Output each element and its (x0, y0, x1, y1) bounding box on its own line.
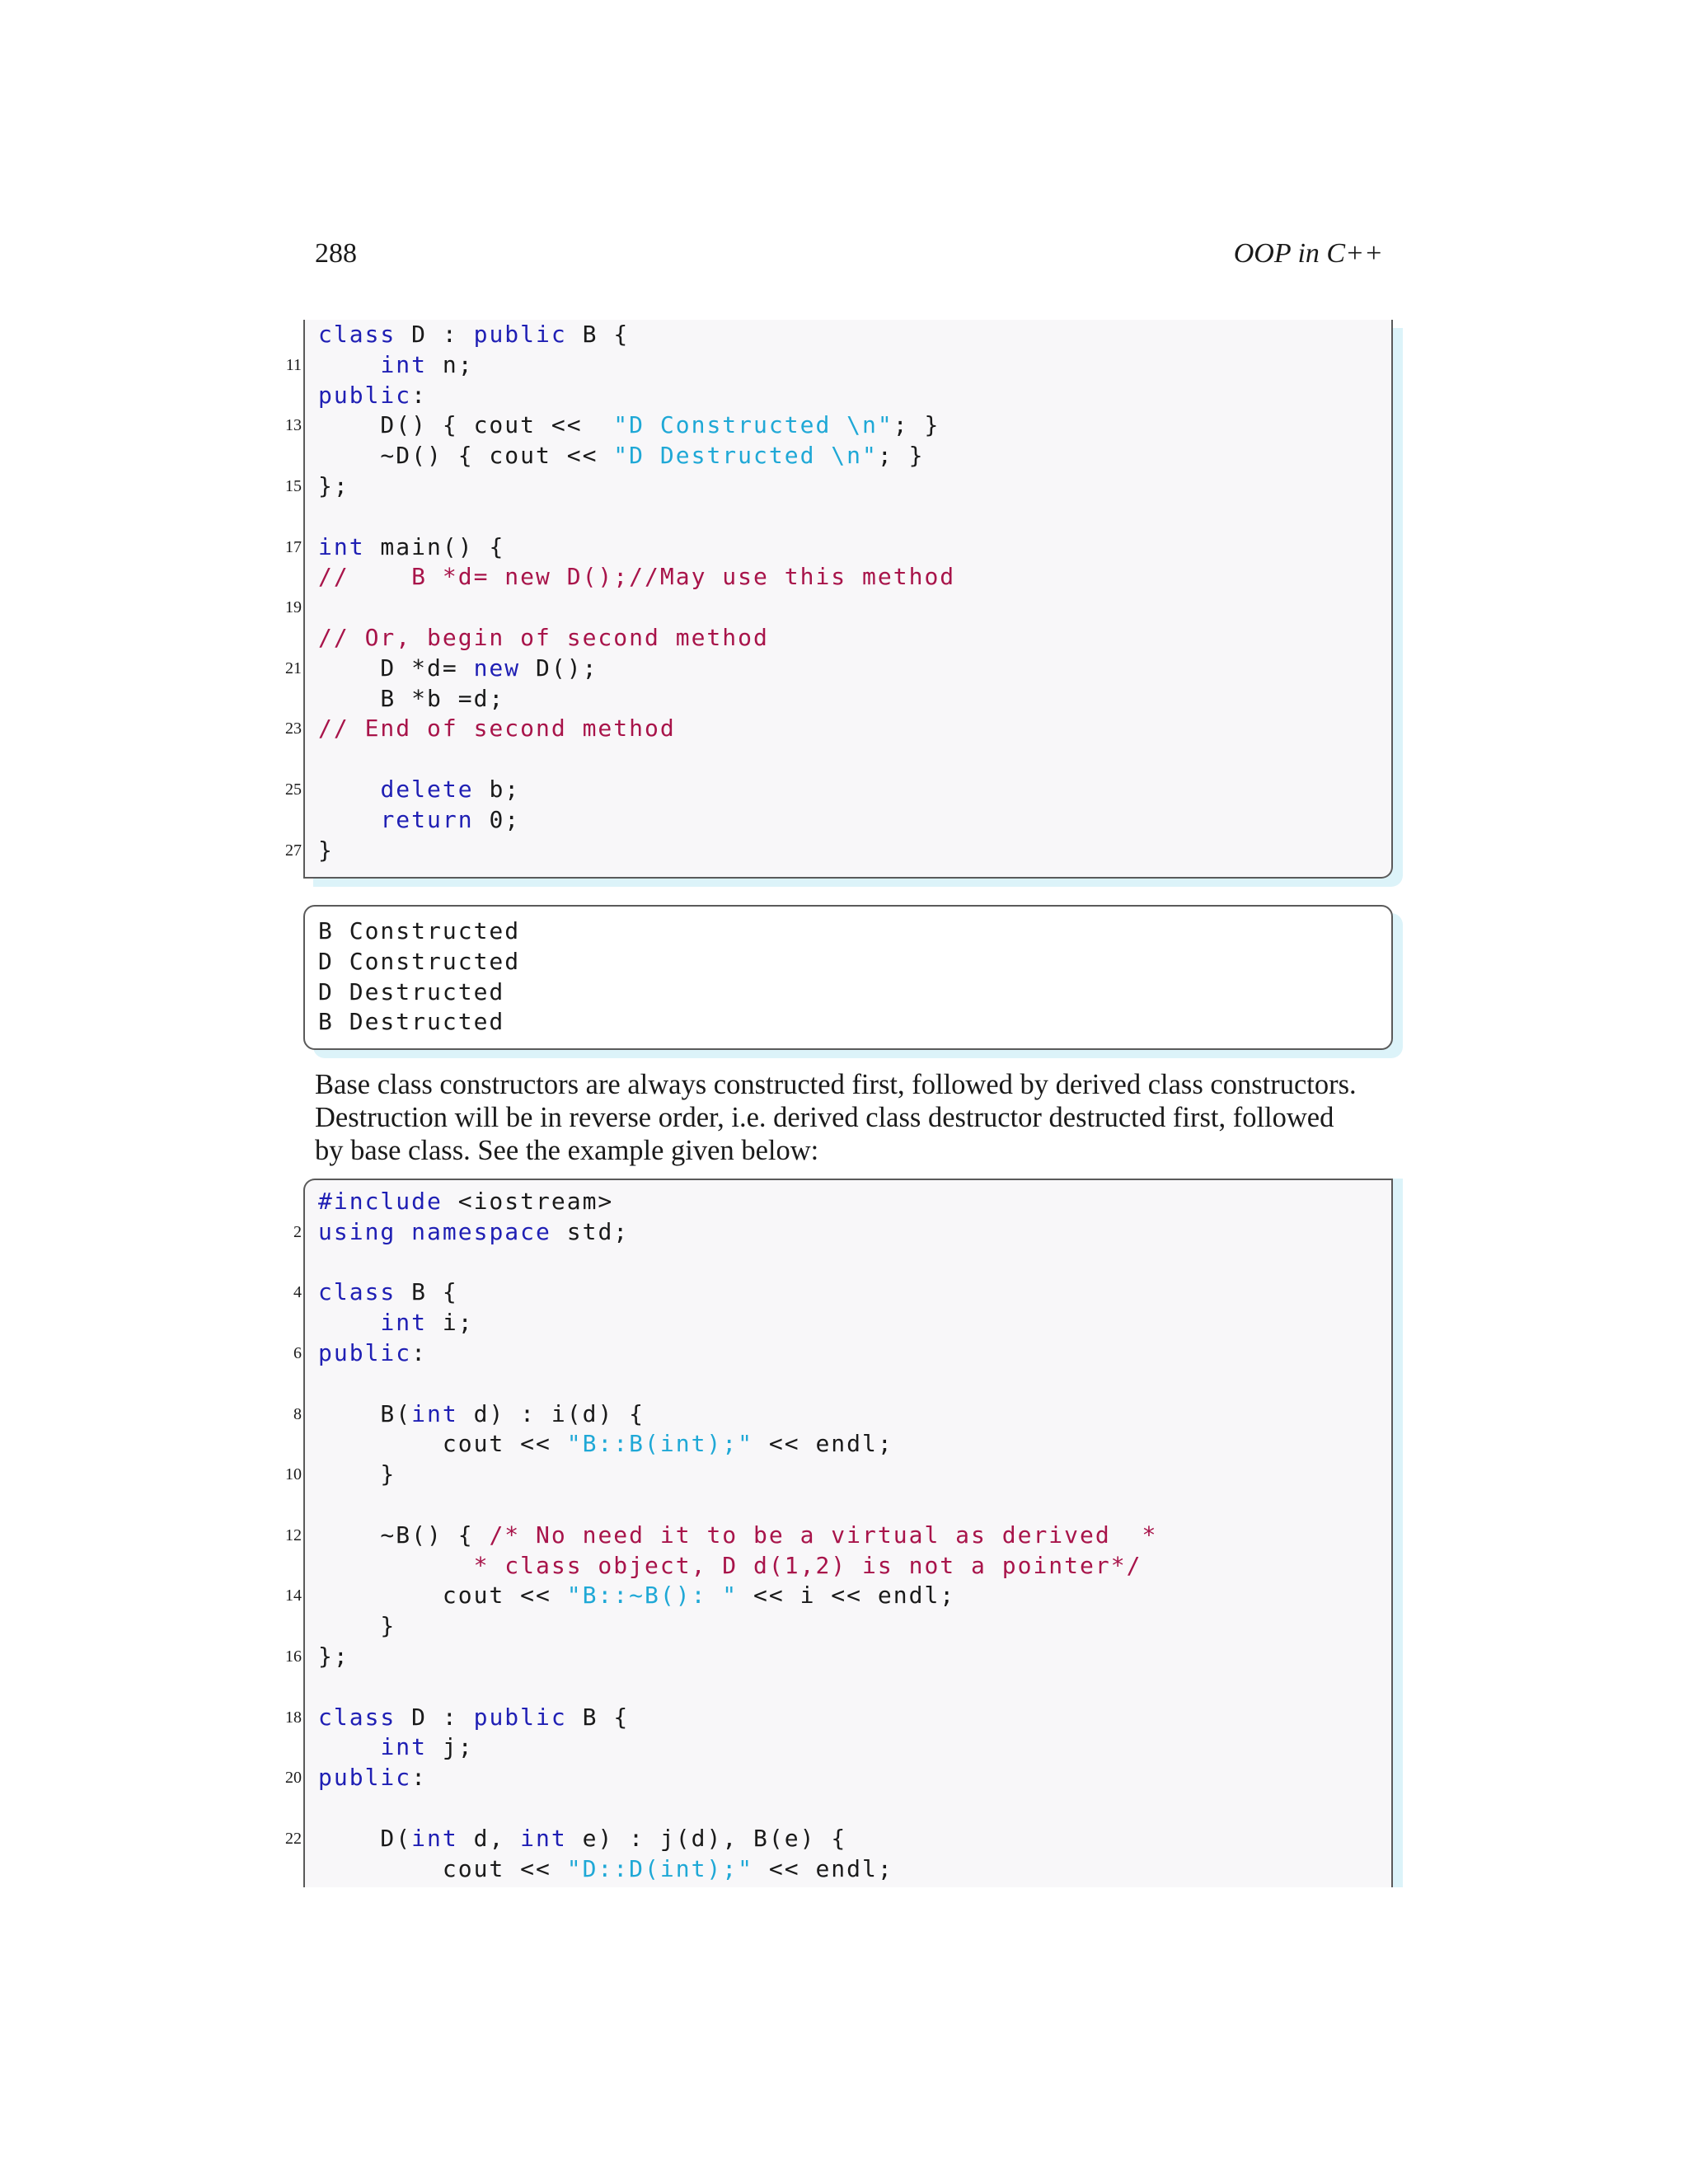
code-line (318, 1187, 1157, 1217)
code-line (285, 1824, 1157, 1854)
code-line (318, 916, 520, 947)
line-number: 12 (285, 1526, 302, 1544)
code-token: D : (396, 321, 474, 348)
code-line (318, 623, 955, 654)
code-line (318, 441, 955, 471)
code-line (318, 1369, 1157, 1399)
code-token: ; } (893, 411, 940, 439)
code-token: public (473, 321, 567, 348)
code-token: : (411, 1338, 428, 1366)
code-token: : (411, 381, 428, 409)
code-token: cout << (318, 1582, 567, 1610)
code-line (285, 410, 955, 441)
code-line (285, 593, 955, 623)
code-token: main() { (364, 532, 505, 560)
code-token: int (411, 1824, 458, 1852)
code-line (285, 654, 955, 684)
code-line (293, 1217, 1157, 1248)
code-token: "D::D(int);" (566, 1854, 754, 1882)
code-token: B Constructed (318, 917, 521, 944)
code-line (318, 977, 520, 1008)
code-line (285, 1642, 1157, 1672)
code-token: std; (551, 1217, 630, 1245)
code-token: public (473, 1703, 567, 1731)
code-line (318, 1672, 1157, 1703)
code-token (318, 776, 380, 803)
code-token: e) : j(d), B(e) { (566, 1824, 847, 1852)
code-line (318, 1429, 1157, 1460)
code-token: ; } (877, 442, 925, 470)
code-token: } (318, 1460, 396, 1488)
code-line (318, 805, 955, 836)
code-line (293, 1399, 1157, 1430)
code-token: int (380, 1309, 428, 1337)
code-token: D(); (520, 654, 598, 682)
code-token: "B::B(int);" (566, 1430, 754, 1458)
line-number: 20 (285, 1769, 302, 1788)
code-token: B { (396, 1278, 458, 1306)
code-token: B { (566, 321, 630, 348)
code-token: 0; (473, 805, 521, 833)
line-number: 11 (285, 355, 302, 374)
code-token: delete (380, 775, 474, 803)
output-block (318, 916, 520, 1038)
code-token: #include (318, 1188, 443, 1215)
code-token (396, 1218, 411, 1245)
code-token: /* No need it to be a virtual as derived * (489, 1521, 1158, 1549)
code-line (318, 1854, 1157, 1885)
code-token: B *b =d; (318, 684, 505, 712)
code-token: public (318, 1764, 412, 1792)
code-token: "D Constructed \n" (613, 411, 893, 439)
code-token: "D Destructed \n" (613, 442, 878, 470)
line-number: 19 (285, 598, 302, 617)
code-token: : (411, 1764, 428, 1792)
code-token: b; (473, 775, 521, 803)
code-line (285, 836, 955, 866)
page-number: 288 (315, 238, 357, 269)
code-token: i; (427, 1309, 474, 1337)
code-line (318, 1007, 520, 1038)
code-token (318, 1733, 380, 1760)
line-number: 23 (285, 719, 302, 738)
line-number: 2 (293, 1222, 302, 1241)
code-line (318, 562, 955, 593)
line-number: 25 (285, 780, 302, 799)
code-token: n; (427, 350, 474, 378)
paragraph-line: by base class. See the example given below: (315, 1135, 819, 1166)
code-line (318, 502, 955, 532)
running-title: OOP in C++ (1233, 238, 1383, 269)
code-line (285, 1521, 1158, 1551)
code-token: // End of second method (318, 715, 676, 743)
line-number: 17 (285, 537, 302, 556)
line-number: 21 (285, 658, 302, 677)
code-line (318, 1490, 1157, 1521)
code-line (285, 1703, 1157, 1733)
line-number: 18 (285, 1708, 302, 1727)
code-token: class (318, 1278, 396, 1306)
code-token: return (380, 805, 474, 833)
code-line (285, 1460, 1157, 1490)
code-token: new (473, 654, 521, 682)
code-token: using (318, 1217, 396, 1245)
line-number: 13 (285, 416, 302, 435)
code-token: namespace (411, 1217, 551, 1245)
code-block (285, 1187, 1158, 1884)
code-token: }; (318, 1642, 349, 1670)
code-token: * class object, D d(1,2) is not a pointer*/ (318, 1551, 1142, 1579)
code-listing-continued (285, 320, 1393, 879)
line-number: 10 (285, 1465, 302, 1484)
code-token: B { (566, 1703, 630, 1731)
code-token: // Or, begin of second method (318, 623, 769, 651)
code-token (318, 351, 380, 378)
code-token: B( (318, 1399, 412, 1427)
code-line (285, 775, 955, 805)
code-token: ~B() { (318, 1521, 490, 1549)
code-line (285, 471, 955, 502)
code-line (318, 744, 955, 775)
code-token: D *d= (318, 654, 474, 682)
code-token: d) : i(d) { (457, 1399, 645, 1427)
code-block (285, 320, 956, 865)
line-number: 22 (285, 1829, 302, 1848)
code-token: int (411, 1399, 458, 1427)
code-token: j; (427, 1733, 474, 1761)
code-token: ~D() { cout << (318, 442, 614, 470)
code-token: << endl; (753, 1854, 893, 1882)
code-line (285, 350, 955, 381)
code-token: "B::~B(): " (566, 1582, 738, 1610)
code-token: int (380, 1733, 428, 1761)
code-listing-example (285, 1179, 1393, 1887)
code-token: D Constructed (318, 947, 521, 975)
code-token: cout << (318, 1854, 567, 1882)
code-token: class (318, 321, 396, 348)
code-token: int (520, 1824, 567, 1852)
code-line (285, 1581, 1157, 1611)
code-token: // B *d= new D();//May use this method (318, 563, 956, 591)
code-line (318, 1732, 1157, 1763)
code-token: D( (318, 1824, 412, 1852)
code-line (318, 1308, 1157, 1338)
program-output-box (303, 905, 1393, 1050)
code-token: d, (457, 1824, 521, 1852)
line-number: 27 (285, 841, 302, 860)
code-token: <iostream> (442, 1188, 614, 1215)
code-line (318, 381, 955, 411)
code-token: class (318, 1703, 396, 1731)
code-line (318, 1248, 1157, 1278)
code-token: public (318, 381, 412, 409)
code-line (285, 1763, 1157, 1793)
code-line (293, 1338, 1157, 1369)
code-line (318, 1551, 1157, 1582)
code-line (285, 532, 955, 563)
code-line (318, 684, 955, 715)
code-token: D : (396, 1703, 474, 1731)
code-token: }; (318, 471, 349, 499)
code-token: B Destructed (318, 1008, 505, 1036)
line-number: 16 (285, 1647, 302, 1666)
code-line (318, 1793, 1157, 1824)
paragraph-line: Destruction will be in reverse order, i.e. derived class destructor destructed first, followed (315, 1102, 1334, 1133)
code-token: int (380, 350, 428, 378)
line-number: 8 (293, 1404, 302, 1423)
code-token: D Destructed (318, 977, 505, 1005)
line-number: 14 (285, 1586, 302, 1605)
line-number: 6 (293, 1343, 302, 1362)
code-token: D() { cout << (318, 411, 614, 439)
code-line (293, 1277, 1157, 1308)
line-number: 4 (293, 1283, 302, 1302)
line-number: 15 (285, 476, 302, 495)
body-paragraph (315, 1068, 1386, 1167)
paragraph-line: Base class constructors are always constructed first, followed by derived class constructors. (315, 1069, 1357, 1100)
code-line (318, 1611, 1157, 1642)
code-token: public (318, 1338, 412, 1366)
code-token: int (318, 532, 365, 560)
code-line (318, 320, 955, 350)
code-token (318, 1309, 380, 1336)
code-token (318, 806, 380, 833)
code-token: << endl; (753, 1430, 893, 1458)
code-token: cout << (318, 1430, 567, 1458)
code-token: << i << endl; (738, 1582, 956, 1610)
code-line (318, 947, 520, 977)
code-line (285, 714, 955, 744)
code-token: } (318, 836, 334, 864)
code-token: } (318, 1612, 396, 1640)
